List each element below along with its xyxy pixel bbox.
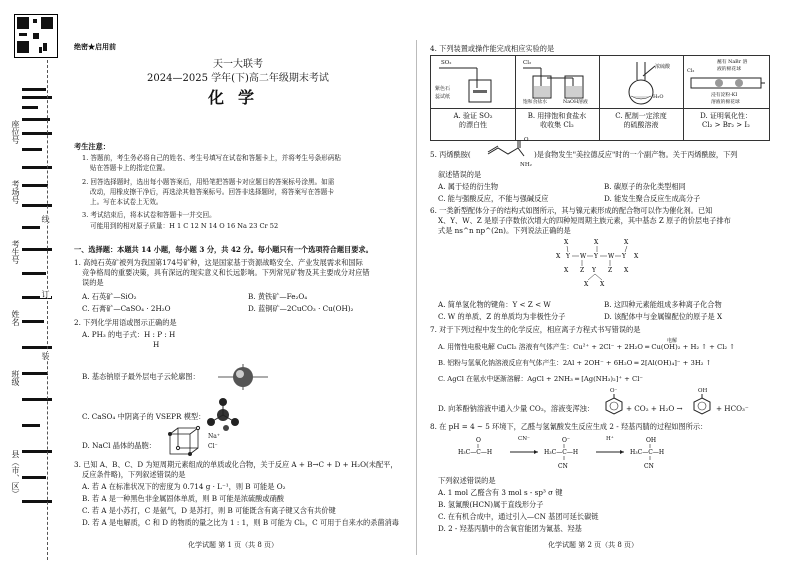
page-2-footer: 化学试题 第 2 页（共 8 页）	[548, 541, 639, 549]
q7-d-middle: + CO₂ + H₂O →	[626, 404, 683, 413]
seal-line-label: 线	[41, 215, 50, 223]
q1-option-b[interactable]: B. 黄铁矿—Fe₂O₄	[248, 292, 308, 301]
acrylamide-nh2: NH₂	[520, 162, 532, 168]
cl2d-label: Cl₂	[687, 68, 695, 74]
cyanohydrin-scheme-icon	[458, 432, 678, 472]
q1-option-a[interactable]: A. 石英矿—SiO₂	[82, 292, 137, 301]
q8-option-d[interactable]: D. 2 - 羟基丙腈中的含氧官能团为氰基、羟基	[438, 524, 582, 533]
q5-option-b[interactable]: B. 碳原子的杂化类型相同	[604, 182, 686, 191]
seal-bind-label: 订	[41, 290, 50, 298]
svg-text:X: X	[564, 267, 569, 274]
q2-a-lower-h: H	[153, 340, 160, 349]
cn-catalyst-label: CN⁻	[518, 436, 530, 442]
confidential-mark: 绝密★启用前	[74, 42, 116, 51]
q1-option-d[interactable]: D. 蓝铜矿—2CuCO₃ · Cu(OH)₂	[248, 304, 354, 313]
q4-option-a[interactable]: A. 验证 SO₂ 的漂白性	[453, 112, 493, 129]
cl-legend: Cl⁻	[208, 443, 218, 450]
h-plus-label: H⁺	[606, 436, 614, 442]
q1-line2: 竞争格局的重要决策，具有深远的现实意义和长远影响。下列常见矿物及其主要成分对应错	[82, 268, 370, 277]
page-1	[68, 0, 408, 579]
nabr-label-1: 蘸有 NaBr 溶	[717, 60, 748, 65]
q1-option-c[interactable]: C. 石膏矿—CaSO₄ · 2H₂O	[82, 304, 171, 313]
note-1b: 贴在答题卡上的指定位置。	[90, 164, 170, 172]
svg-text:X: X	[564, 239, 569, 246]
sodium-orbital-icon	[218, 364, 268, 390]
svg-text:Y: Y	[594, 253, 598, 260]
q4-option-c[interactable]: C. 配制一定浓度 的硫酸溶液	[615, 112, 667, 129]
acid-label: 浓硫酸	[655, 64, 671, 70]
page-1-footer: 化学试题 第 1 页（共 8 页）	[188, 541, 279, 549]
binding-dashed-line	[47, 60, 48, 560]
field-candidate-number: 考生号	[11, 240, 20, 264]
svg-text:OH: OH	[646, 437, 657, 444]
svg-text:Z: Z	[608, 267, 613, 274]
field-exam-room: 考场号	[11, 180, 20, 204]
svg-text:Z: Z	[580, 267, 585, 274]
svg-text:CN: CN	[558, 463, 568, 470]
note-3: 3. 考试结束后，将本试卷和答题卡一并交回。	[82, 211, 216, 219]
q3-option-b[interactable]: B. 若 A 是一种黑色非金属固体单质，则 B 可能是浓硫酸或硝酸	[82, 494, 284, 503]
q1-line1: 1. 高纯石英矿被列为我国第174号矿种，这是国家基于资源战略安全、产业发展需求和国际	[74, 258, 363, 267]
phenol-label: OH	[698, 388, 708, 394]
subject-title: 化学	[207, 88, 268, 107]
phenoxide-label: O⁻	[610, 388, 618, 394]
q3-option-d[interactable]: D. 若 A 是电解质，C 和 D 的物质的量之比为 1 : 1，则 B 可能为 Cl₂，C 可用于自来水的杀菌消毒	[82, 518, 399, 527]
q6-line2: X、Y、W、Z 是原子序数依次增大的四种短周期主族元素，其中基态 Z 原子的价层电子排布	[438, 216, 731, 225]
q3-option-a[interactable]: A. 若 A 在标准状况下的密度为 0.714 g · L⁻¹，则 B 可能是 O₂	[82, 482, 286, 491]
field-seat: 座位号	[11, 120, 20, 144]
q6-option-a[interactable]: A. 简单氢化物的键角：Y < Z < W	[438, 300, 551, 309]
ligand-structure-icon	[554, 236, 644, 296]
q5-option-d[interactable]: D. 能发生聚合反应生成高分子	[604, 194, 701, 203]
svg-text:H₃C—C—H: H₃C—C—H	[458, 449, 493, 456]
q7-d-end: + HCO₃⁻	[716, 404, 749, 413]
qr-code-icon	[14, 14, 58, 58]
q4-apparatus-table	[430, 55, 770, 141]
water-label: H₂O	[653, 94, 664, 100]
page-2	[428, 0, 773, 579]
svg-text:H₃C—C—H: H₃C—C—H	[630, 449, 665, 456]
q6-line1: 6. 一类新型配体分子的结构式如图所示，其与镍元素形成的配合物可以作为催化剂。已知	[430, 206, 713, 215]
svg-text:X: X	[600, 281, 605, 288]
q7-stem: 7. 对于下列过程中发生的化学反应，相应离子方程式书写错误的是	[430, 325, 641, 334]
q6-option-c[interactable]: C. W 的单质、Z 的单质均为非极性分子	[438, 312, 566, 321]
svg-text:Y: Y	[622, 253, 626, 260]
q7-option-d[interactable]: D. 向苯酚钠溶液中通入少量 CO₂，溶液变浑浊：	[438, 404, 595, 413]
brine-label: 饱和食盐水	[523, 100, 547, 105]
seal-install-label: 装	[41, 352, 50, 360]
q4-stem: 4. 下列装置或操作能完成相应实验的是	[430, 44, 555, 53]
q8-option-c[interactable]: C. 在有机合成中，通过引入—CN 基团可延长碳链	[438, 512, 599, 521]
svg-text:X: X	[624, 267, 629, 274]
litmus-label-2: 蕊试纸	[435, 94, 451, 100]
note-2b: 改动，用橡皮擦干净后，再选涂其他答案标号。回答非选择题时，将答案写在答题卡	[90, 188, 334, 196]
note-2c: 上。写在本试卷上无效。	[90, 198, 163, 206]
so2-label: SO₂	[441, 60, 452, 66]
q7-a-condition: 电解	[667, 338, 678, 344]
field-class: 班级	[11, 370, 20, 386]
q8-option-b[interactable]: B. 氢氰酸(HCN)属于直线形分子	[438, 500, 544, 509]
field-name: 姓名	[11, 310, 20, 326]
q6-option-b[interactable]: B. 这四种元素能组成多种离子化合物	[604, 300, 722, 309]
atomic-masses: 可能用到的相对原子质量：H 1 C 12 N 14 O 16 Na 23 Cr 52	[90, 222, 279, 230]
field-county: 县（市、区）	[11, 450, 20, 498]
ki-label-1: 浸有淀粉-KI	[711, 93, 738, 98]
exam-term-title: 2024—2025 学年(下)高二年级期末考试	[147, 73, 329, 84]
svg-text:X: X	[624, 239, 629, 246]
q5-stem-part2: )是食物发生"美拉德反应"时的一个副产物。关于丙烯酰胺，下列	[534, 150, 738, 159]
q5-option-c[interactable]: C. 能与强酸反应，不能与强碱反应	[438, 194, 549, 203]
svg-text:H₃C—C—H: H₃C—C—H	[544, 449, 579, 456]
q3-line1: 3. 已知 A、B、C、D 为短周期元素组成的单质或化合物，关于反应 A + B→C + D + H₂O(未配平，	[74, 460, 398, 469]
q5-stem-part1: 5. 丙烯酰胺(	[430, 150, 471, 159]
q2-stem: 2. 下列化学用语或图示正确的是	[74, 318, 177, 327]
q5-stem-line2: 叙述错误的是	[438, 170, 482, 179]
ki-label-2: 溶液的棉花球	[711, 100, 740, 105]
section-1-title: 一、选择题：本题共 14 小题，每小题 3 分，共 42 分。每小题只有一个选项符合题目要求。	[74, 245, 373, 254]
q2-option-c[interactable]: C. CaSO₄ 中阴离子的 VSEPR 模型：	[82, 412, 206, 421]
vsepr-model-icon	[206, 398, 240, 432]
q8-line1: 8. 在 pH = 4 ~ 5 环境下，乙醛与氢氰酸发生反应生成 2 - 羟基丙腈的过程如图所示：	[430, 422, 708, 431]
svg-text:X: X	[556, 253, 561, 260]
exam-union-title: 天一大联考	[213, 59, 263, 70]
notes-title: 考生注意：	[74, 142, 110, 151]
column-divider	[416, 40, 417, 555]
svg-text:X: X	[584, 281, 589, 288]
naoh-label: NaOH溶液	[563, 100, 588, 105]
q2-option-d[interactable]: D. NaCl 晶体的晶胞：	[82, 441, 156, 450]
cl2-label: Cl₂	[523, 60, 532, 66]
litmus-label-1: 紫色石	[435, 86, 451, 92]
nacl-cell-icon	[168, 426, 204, 456]
q4-option-d[interactable]: D. 证明氧化性： Cl₂ > Br₂ > I₂	[700, 112, 752, 129]
q2-option-b[interactable]: B. 基态钠原子最外层电子云轮廓图：	[82, 372, 200, 381]
svg-text:W: W	[608, 253, 615, 260]
note-1a: 1. 答题前，考生务必将自己的姓名、考生号填写在试卷和答题卡上，并将考生号条形码粘	[82, 154, 341, 162]
q6-line3: 式是 ns^n np^(2n)。下列说法正确的是	[438, 226, 571, 235]
svg-text:X: X	[594, 239, 599, 246]
q1-line3: 误的是	[82, 278, 104, 287]
q4-option-b[interactable]: B. 用排饱和食盐水 收收集 Cl₂	[527, 112, 587, 129]
svg-text:X: X	[634, 253, 639, 260]
acrylamide-o: O	[524, 137, 529, 143]
svg-text:Y: Y	[592, 267, 596, 274]
q8-option-a[interactable]: A. 1 mol 乙醛含有 3 mol s - sp³ σ 键	[438, 488, 563, 497]
q7-option-c[interactable]: C. AgCl 在氨水中逐渐溶解：AgCl + 2NH₃ ═ [Ag(NH₃)₂]⁺ + Cl⁻	[438, 375, 643, 383]
q3-option-c[interactable]: C. 若 A 是小苏打，C 是氨气，D 是苏打，则 B 可能既含有离子键又含有共价键	[82, 506, 336, 515]
q6-option-d[interactable]: D. 该配体中与金属镍配位的原子是 X	[604, 312, 723, 321]
svg-text:CN: CN	[644, 463, 654, 470]
svg-text:O: O	[476, 437, 481, 444]
q3-line2: 反应条件略)，下列叙述错误的是	[82, 470, 186, 479]
na-legend: Na⁺	[208, 433, 220, 440]
q7-option-b[interactable]: B. 铝粉与氢氧化钠溶液反应有气体产生：2Al + 2OH⁻ + 6H₂O ═ 2[Al(OH)₄]⁻ + 3H₂ ↑	[438, 359, 712, 367]
binding-strip	[0, 0, 62, 579]
note-2a: 2. 回答选择题时，选出每小题答案后，用铅笔把答题卡对应题目的答案标号涂黑。如需	[82, 178, 335, 186]
nabr-label-2: 液的棉花球	[717, 67, 741, 72]
q5-option-a[interactable]: A. 属于烃的衍生物	[438, 182, 499, 191]
q8-stem2: 下列叙述错误的是	[438, 476, 496, 485]
q7-option-a[interactable]: A. 用惰性电极电解 CuCl₂ 溶液有气体产生：Cu²⁺ + 2Cl⁻ + 2H₂O ═ Cu(OH)₂ + H₂ ↑ + Cl₂ ↑	[438, 343, 735, 351]
svg-text:O⁻: O⁻	[562, 437, 571, 444]
svg-text:Y: Y	[566, 253, 570, 260]
svg-text:W: W	[580, 253, 587, 260]
q2-option-a[interactable]: A. PH₃ 的电子式：H : P : H	[82, 330, 176, 339]
